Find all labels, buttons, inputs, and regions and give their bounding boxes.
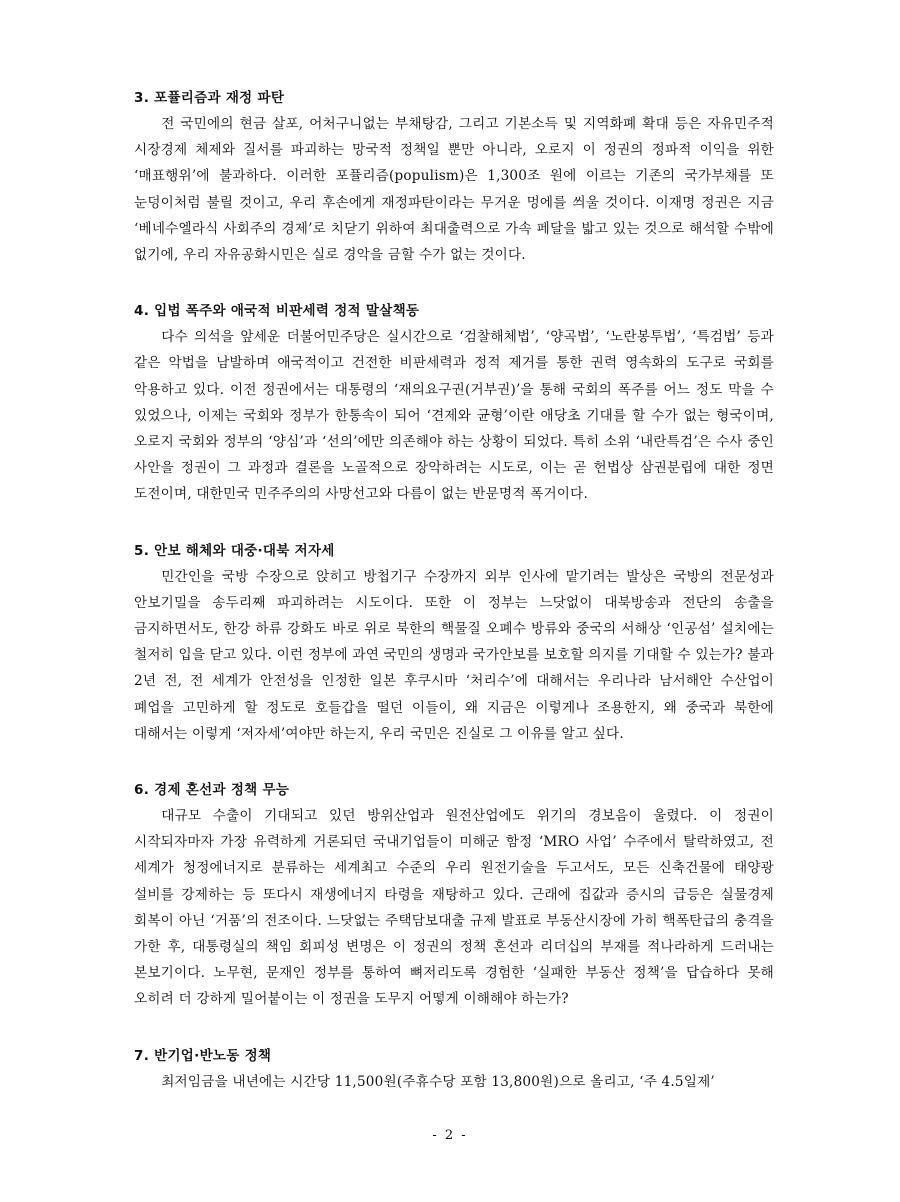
section-4-legislation	[134, 298, 774, 507]
section-paragraph: 대규모 수출이 기대되고 있던 방위산업과 원전산업에도 위기의 경보음이 울렸다. 이 정권이 시작되자마자 가장 유력하게 거론되던 국내기업들이 미해군 함정 ‘MRO 사업’ 수주에서 탈락하였고, 전 세계가 청정에너지로 분류하는 세계최고 수준의 우리 원전기술을 두고서도, 모든 신축건물에 태양광 설비를 강제하는 등 또다시 재생에너지 타령을 재탕하고 있다. 근래에 집값과 증시의 급등은 실물경제 회복이 아닌 ‘거품’의 전조이다. 느닷없는 주택담보대출 규제 발표로 부동산시장에 가히 핵폭탄급의 충격을 가한 후, 대통령실의 책임 회피성 변명은 이 정권의 정책 혼선과 리더십의 부재를 적나라하게 드러내는 본보기이다. 노무현, 문재인 정부를 통하여 뼈저리도록 경험한 ‘실패한 부동산 정책’을 답습하다 못해 오히려 더 강하게 밀어붙이는 이 정권을 도무지 어떻게 이해해야 하는가?	[134, 808, 774, 1008]
section-heading: 5. 안보 해체와 대중·대북 저자세	[134, 542, 335, 559]
section-paragraph: 민간인을 국방 수장으로 앉히고 방첩기구 수장까지 외부 인사에 맡기려는 발상은 국방의 전문성과 안보기밀을 송두리째 파괴하려는 시도이다. 또한 이 정부는 느닷없이 대북방송과 전단의 송출을 금지하면서도, 한강 하류 강화도 바로 위로 북한의 핵물질 오폐수 방류와 중국의 서해상 ‘인공섬’ 설치에는 철저히 입을 닫고 있다. 이런 정부에 과연 국민의 생명과 국가안보를 보호할 의지를 기대할 수 있는가? 불과 2년 전, 전 세계가 안전성을 인정한 일본 후쿠시마 ‘처리수’에 대해서는 우리나라 남서해안 수산업이 폐업을 고민하게 할 정도로 호들갑을 떨던 이들이, 왜 지금은 이렇게나 조용한지, 왜 중국과 북한에 대해서는 이렇게 ‘저자세’여야만 하는지, 우리 국민은 진실로 그 이유를 알고 싶다.	[134, 568, 774, 742]
section-heading: 6. 경제 혼선과 정책 무능	[134, 782, 290, 799]
section-paragraph: 최저임금을 내년에는 시간당 11,500원(주휴수당 포함 13,800원)으로 올리고, ‘주 4.5일제’	[161, 1073, 715, 1090]
section-7-labor	[134, 1043, 774, 1095]
section-paragraph: 전 국민에의 현금 살포, 어처구니없는 부채탕감, 그리고 기본소득 및 지역화폐 확대 등은 자유민주적 시장경제 체제와 질서를 파괴하는 망국적 정책일 뿐만 아니라, 오로지 이 정권의 정파적 이익을 위한 ‘매표행위’에 불과하다. 이러한 포퓰리즘(populism)은 1,300조 원에 이르는 기존의 국가부채를 또 눈덩이처럼 불릴 것이고, 우리 후손에게 재정파탄이라는 무거운 멍에를 씌울 것이다. 이재명 정권은 지금 ‘베네수엘라식 사회주의 경제’로 치닫기 위하여 최대출력으로 가속 페달을 밟고 있는 것으로 해석할 수밖에 없기에, 우리 자유공화시민은 실로 경악을 금할 수가 없는 것이다.	[134, 116, 774, 264]
section-heading: 7. 반기업·반노동 정책	[134, 1047, 272, 1064]
section-5-security	[134, 538, 774, 747]
section-6-economy	[134, 777, 774, 1013]
page-number: - 2 -	[432, 1128, 468, 1143]
section-paragraph: 다수 의석을 앞세운 더불어민주당은 실시간으로 ‘검찰해체법’, ‘양곡법’, ‘노란봉투법’, ‘특검법’ 등과 같은 악법을 남발하며 애국적이고 건전한 비판세력과 정적 제거를 통한 권력 영속화의 도구로 국회를 악용하고 있다. 이전 정권에서는 대통령의 ‘재의요구권(거부권)’을 통해 국회의 폭주를 어느 정도 막을 수 있었으나, 이제는 국회와 정부가 한통속이 되어 ‘견제와 균형’이란 애당초 기대를 할 수가 없는 형국이며, 오로지 국회와 정부의 ‘양심’과 ‘선의’에만 의존해야 하는 상황이 되었다. 특히 소위 ‘내란특검’은 수사 중인 사안을 정권이 그 과정과 결론을 노골적으로 장악하려는 시도로, 이는 곧 헌법상 삼권분립에 대한 정면 도전이며, 대한민국 민주주의의 사망선고와 다름이 없는 반문명적 폭거이다.	[134, 329, 774, 503]
section-3-populism	[134, 85, 774, 268]
section-heading: 3. 포퓰리즘과 재정 파탄	[134, 90, 285, 106]
section-heading: 4. 입법 폭주와 애국적 비판세력 정적 말살책동	[134, 303, 420, 320]
document-page	[134, 85, 774, 1125]
